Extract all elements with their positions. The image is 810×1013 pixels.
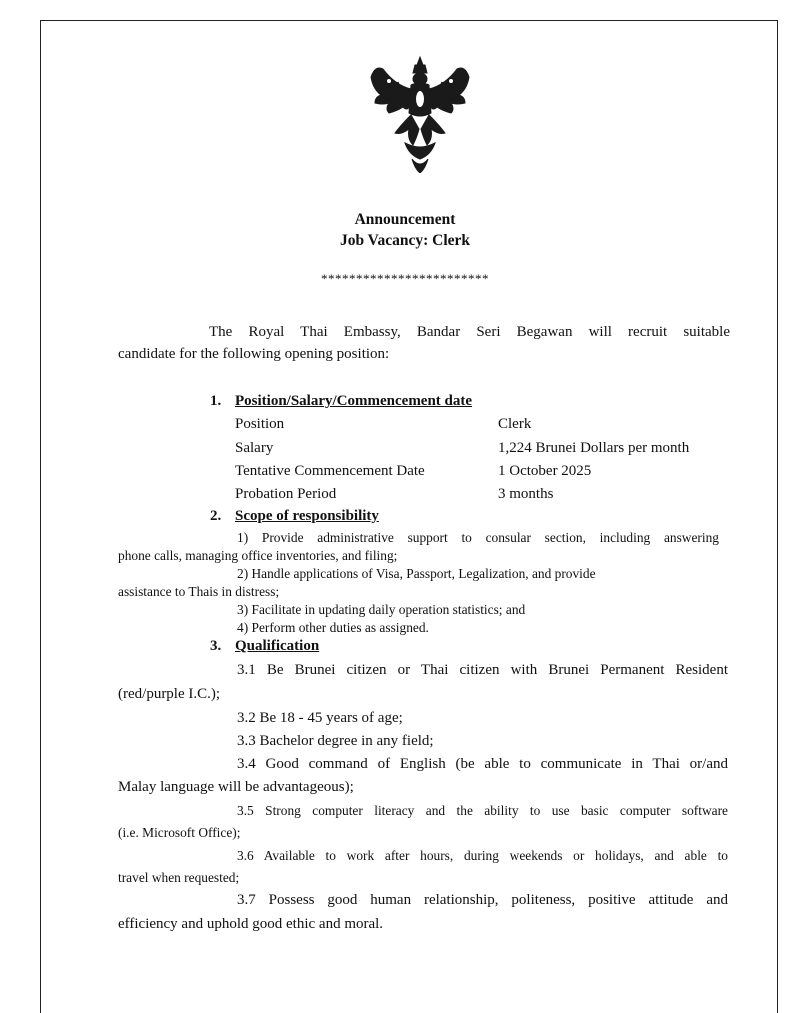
- responsibility-4: 4) Perform other duties as assigned.: [237, 620, 429, 635]
- position-label: Position: [235, 416, 285, 432]
- qualification-3-1-line-2: (red/purple I.C.);: [118, 686, 221, 702]
- section-3-number: 3.: [210, 638, 222, 654]
- intro-line-1: The Royal Thai Embassy, Bandar Seri Begawan will recruit suitable: [209, 324, 730, 340]
- qualification-3-7-line-2: efficiency and uphold good ethic and moral.: [118, 916, 384, 932]
- responsibility-1-line-2: phone calls, managing office inventories, and filing;: [118, 548, 398, 563]
- section-2-heading: Scope of responsibility: [235, 508, 379, 524]
- qualification-3-4-line-1: 3.4 Good command of English (be able to communicate in Thai or/and: [237, 756, 728, 772]
- qualification-3-1-line-1: 3.1 Be Brunei citizen or Thai citizen with Brunei Permanent Resident: [237, 662, 728, 678]
- section-2-number: 2.: [210, 508, 222, 524]
- qualification-3-6-line-2: travel when requested;: [118, 870, 240, 885]
- salary-label: Salary: [235, 440, 274, 456]
- page-subtitle: Job Vacancy: Clerk: [339, 232, 471, 249]
- responsibility-2-line-2: assistance to Thais in distress;: [118, 584, 280, 599]
- responsibility-1-line-1: 1) Provide administrative support to consular section, including answering: [237, 530, 719, 545]
- qualification-3-7-line-1: 3.7 Possess good human relationship, politeness, positive attitude and: [237, 892, 728, 908]
- intro-line-2: candidate for the following opening position:: [118, 346, 390, 362]
- probation-value: 3 months: [498, 486, 554, 502]
- garuda-emblem: [365, 55, 475, 173]
- commencement-value: 1 October 2025: [498, 463, 592, 479]
- responsibility-2-line-1: 2) Handle applications of Visa, Passport, Legalization, and provide: [237, 566, 596, 581]
- separator-line: ************************: [321, 271, 489, 286]
- commencement-label: Tentative Commencement Date: [235, 463, 425, 479]
- page-title: Announcement: [354, 211, 456, 228]
- section-1-heading: Position/Salary/Commencement date: [235, 393, 473, 409]
- qualification-3-5-line-1: 3.5 Strong computer literacy and the ability to use basic computer software: [237, 803, 728, 818]
- salary-value: 1,224 Brunei Dollars per month: [498, 440, 690, 456]
- qualification-3-5-line-2: (i.e. Microsoft Office);: [118, 825, 241, 840]
- announcement-title: [0, 209, 810, 251]
- position-value: Clerk: [498, 416, 532, 432]
- qualification-3-3: 3.3 Bachelor degree in any field;: [237, 733, 434, 749]
- section-3-heading: Qualification: [235, 638, 320, 654]
- responsibility-3: 3) Facilitate in updating daily operation statistics; and: [237, 602, 526, 617]
- qualification-3-6-line-1: 3.6 Available to work after hours, during weekends or holidays, and able to: [237, 848, 728, 863]
- probation-label: Probation Period: [235, 486, 337, 502]
- qualification-3-4-line-2: Malay language will be advantageous);: [118, 779, 354, 795]
- qualification-3-2: 3.2 Be 18 - 45 years of age;: [237, 710, 403, 726]
- section-1-number: 1.: [210, 393, 222, 409]
